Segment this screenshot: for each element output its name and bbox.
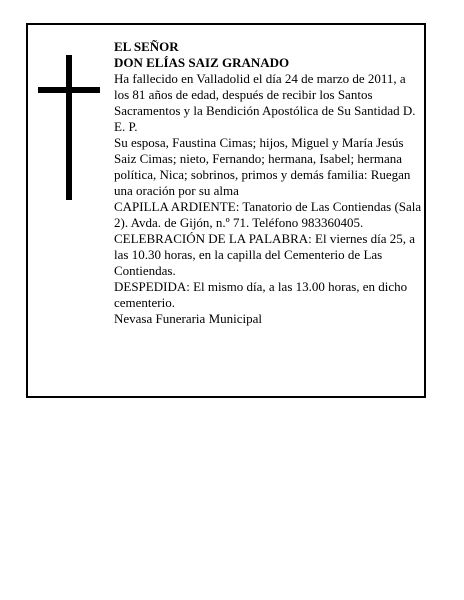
funeral-home: Nevasa Funeraria Municipal — [114, 311, 263, 326]
heading-title: EL SEÑOR — [114, 39, 179, 54]
death-announcement: Ha fallecido en Valladolid el día 24 de marzo de 2011, a los 81 años de edad, después de recibir los Santos Sacramentos y la Bendición Apostólica de Su Santidad D. E. P. — [114, 71, 416, 134]
deceased-name: DON ELÍAS SAIZ GRANADO — [114, 55, 290, 70]
obituary-notice — [26, 23, 426, 398]
cross-icon — [38, 55, 102, 200]
ceremony-info: CELEBRACIÓN DE LA PALABRA: El viernes día 25, a las 10.30 horas, en la capilla del Cementerio de Las Contiendas. — [114, 231, 416, 278]
family-mourners: Su esposa, Faustina Cimas; hijos, Miguel y María Jesús Saiz Cimas; nieto, Fernando; hermana, Isabel; hermana política, Nica; sobrinos, primos y demás familia: Ruegan una oración por su alma — [114, 135, 411, 198]
notice-text — [114, 39, 424, 327]
farewell-info: DESPEDIDA: El mismo día, a las 13.00 horas, en dicho cementerio. — [114, 279, 408, 310]
funeral-chapel-info: CAPILLA ARDIENTE: Tanatorio de Las Contiendas (Sala 2). Avda. de Gijón, n.º 71. Teléfono 983360405. — [114, 199, 422, 230]
